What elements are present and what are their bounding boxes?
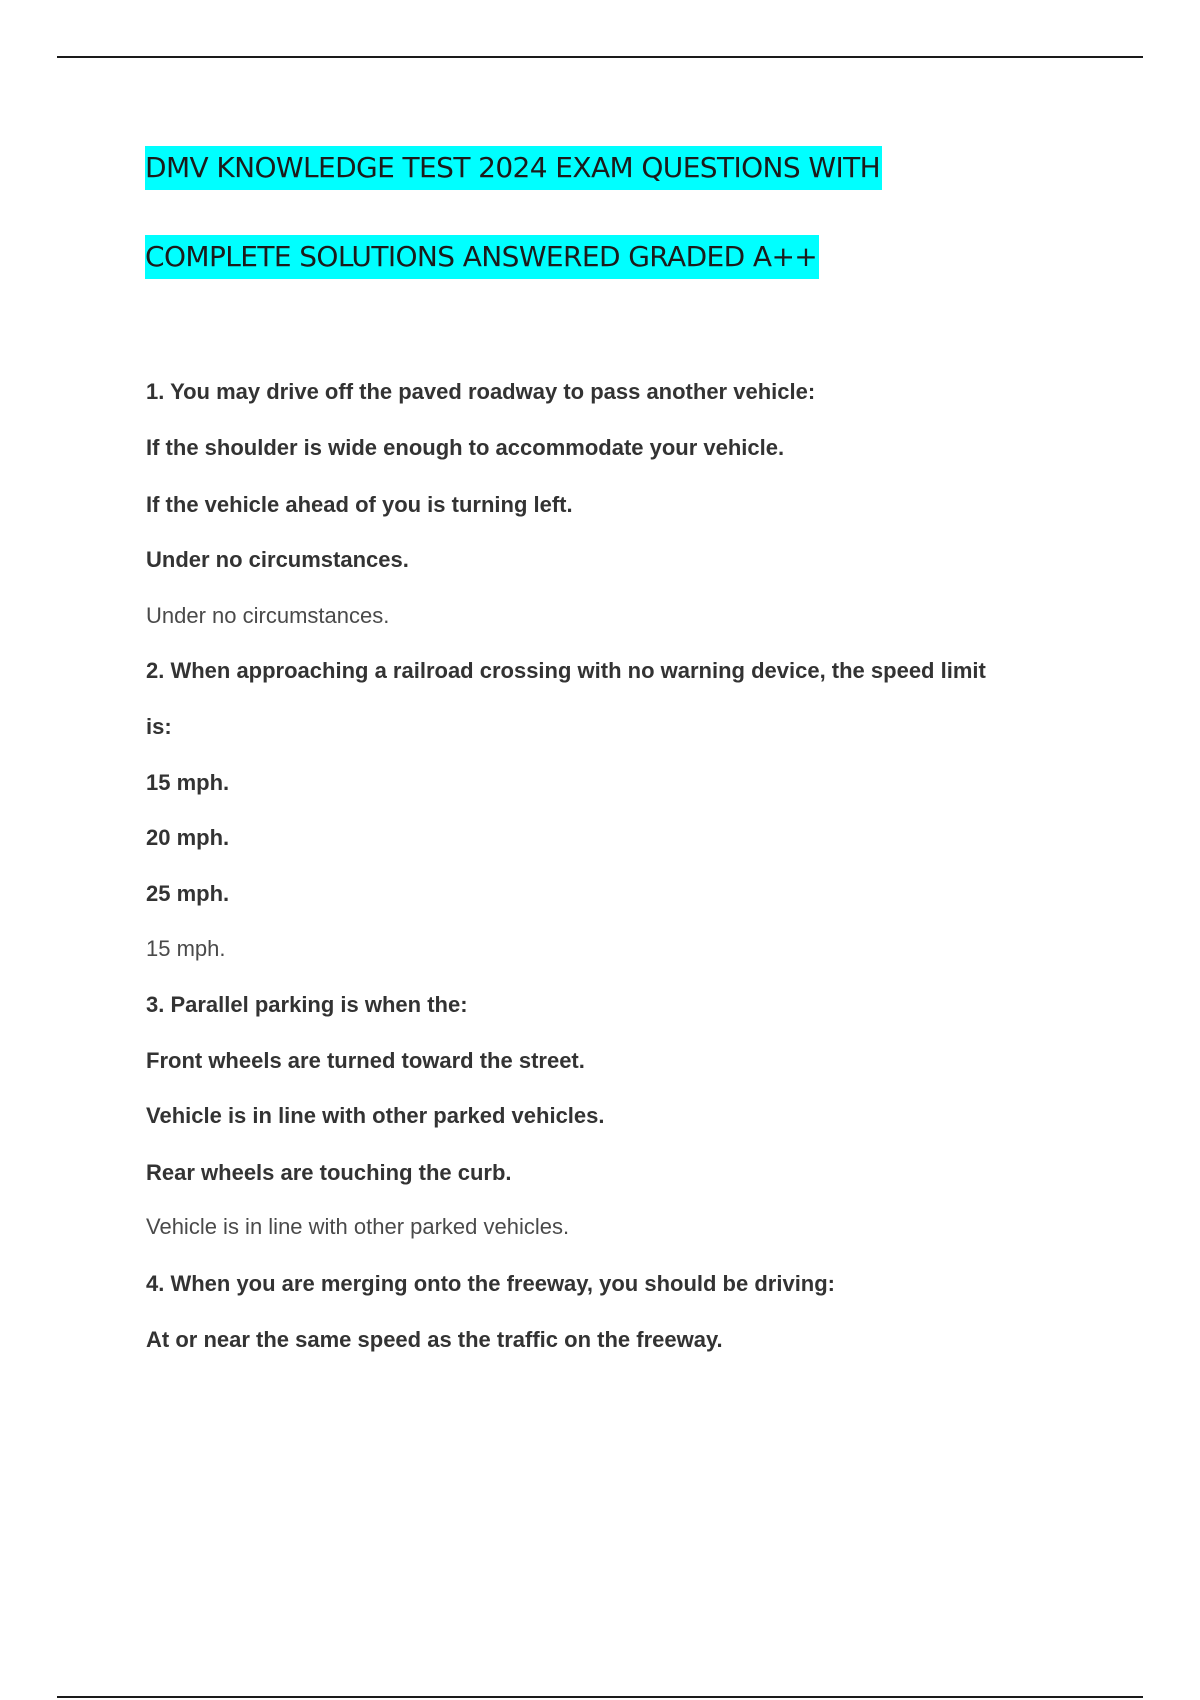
question-4-option-1: At or near the same speed as the traffic on the freeway. [146, 1327, 723, 1352]
question-1-option-3: Under no circumstances. [146, 547, 409, 572]
question-3-answer: Vehicle is in line with other parked vehicles. [146, 1214, 570, 1239]
question-2-option-1: 15 mph. [146, 770, 230, 795]
question-3-option-1: Front wheels are turned toward the street. [146, 1048, 585, 1073]
document-title-line-1: DMV KNOWLEDGE TEST 2024 EXAM QUESTIONS WITH [145, 146, 882, 190]
question-1-option-1: If the shoulder is wide enough to accommodate your vehicle. [146, 435, 785, 460]
document-title-line-2: COMPLETE SOLUTIONS ANSWERED GRADED A++ [145, 235, 819, 279]
top-rule [57, 56, 1143, 58]
question-1-answer: Under no circumstances. [146, 603, 390, 628]
question-2-answer: 15 mph. [146, 936, 226, 961]
bottom-rule [57, 1696, 1143, 1698]
question-2-prompt-line-2: is: [146, 714, 172, 739]
question-3-option-3: Rear wheels are touching the curb. [146, 1160, 512, 1185]
question-2-option-2: 20 mph. [146, 825, 230, 850]
question-2-prompt-line-1: 2. When approaching a railroad crossing with no warning device, the speed limit [146, 658, 986, 683]
question-3-option-2: Vehicle is in line with other parked vehicles. [146, 1103, 605, 1128]
question-4-prompt: 4. When you are merging onto the freeway, you should be driving: [146, 1271, 836, 1296]
question-2-option-3: 25 mph. [146, 881, 230, 906]
question-1-prompt: 1. You may drive off the paved roadway to pass another vehicle: [146, 379, 816, 404]
question-3-prompt: 3. Parallel parking is when the: [146, 992, 468, 1017]
question-1-option-2: If the vehicle ahead of you is turning left. [146, 492, 573, 517]
